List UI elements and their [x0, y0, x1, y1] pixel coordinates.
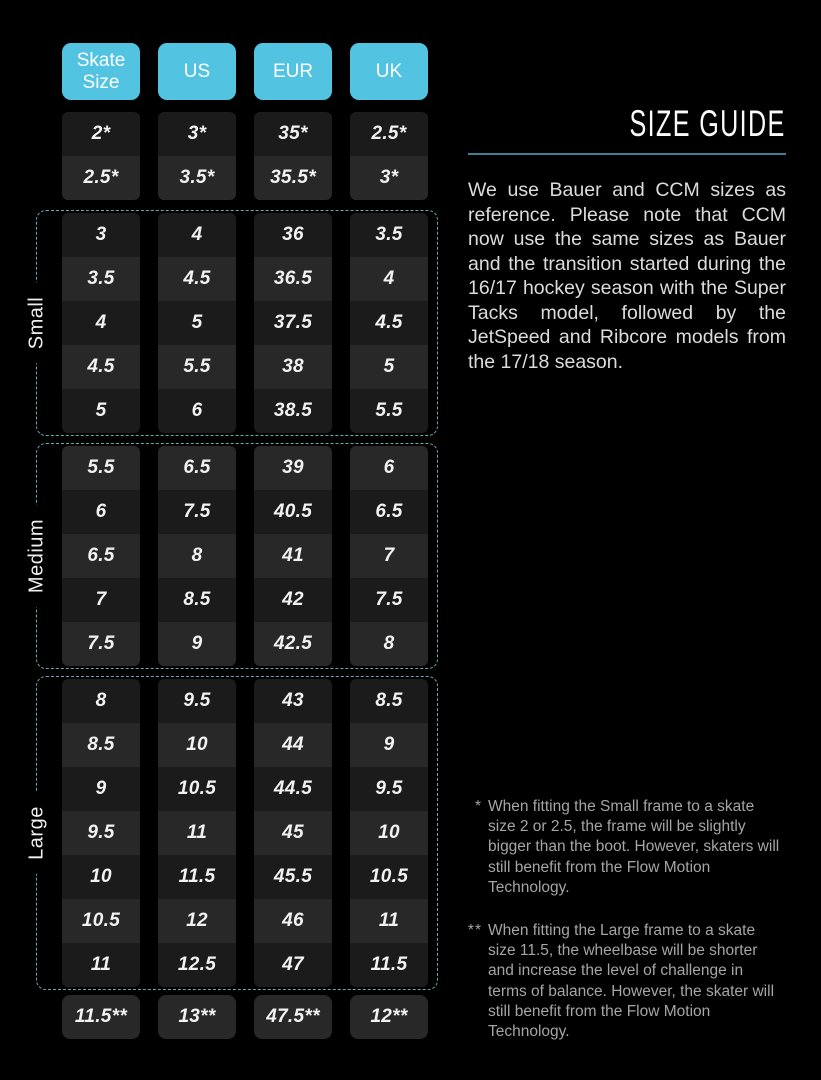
size-cell: 8.5 — [62, 723, 140, 767]
column-header-us: US — [158, 43, 236, 100]
size-cell: 12** — [350, 995, 428, 1039]
size-cell: 47.5** — [254, 995, 332, 1039]
table-column-strip — [62, 995, 140, 1039]
size-cell: 6 — [158, 389, 236, 433]
size-cell: 4 — [350, 257, 428, 301]
column-header-eur: EUR — [254, 43, 332, 100]
size-cell: 11.5** — [62, 995, 140, 1039]
table-column-strip — [254, 679, 332, 987]
footnote-small-frame — [462, 797, 786, 898]
size-cell: 11 — [62, 943, 140, 987]
size-cell: 6.5 — [158, 446, 236, 490]
table-column-strip — [158, 995, 236, 1039]
size-cell: 46 — [254, 899, 332, 943]
size-cell: 8 — [62, 679, 140, 723]
table-column-strip — [158, 679, 236, 987]
size-cell: 11 — [158, 811, 236, 855]
size-cell: 36.5 — [254, 257, 332, 301]
table-column-strip — [350, 679, 428, 987]
size-cell: 38 — [254, 345, 332, 389]
size-cell: 37.5 — [254, 301, 332, 345]
column-header-skate-size: Skate Size — [62, 43, 140, 100]
size-cell: 10 — [350, 811, 428, 855]
size-cell: 6 — [62, 490, 140, 534]
size-group-small — [25, 210, 438, 436]
size-cell: 9 — [350, 723, 428, 767]
size-cell: 4 — [158, 213, 236, 257]
size-cell: 39 — [254, 446, 332, 490]
size-cell: 47 — [254, 943, 332, 987]
size-cell: 43 — [254, 679, 332, 723]
size-cell: 7 — [62, 578, 140, 622]
size-cell: 35* — [254, 112, 332, 156]
size-cell: 2* — [62, 112, 140, 156]
size-cell: 8 — [158, 534, 236, 578]
table-column-strip — [254, 995, 332, 1039]
size-cell: 7 — [350, 534, 428, 578]
footnote-text: When fitting the Small frame to a skate size 2 or 2.5, the frame will be slightly bigger than the boot. However, skaters will still benefit from the Flow Motion Technology. — [488, 798, 780, 896]
table-column-strip — [62, 446, 140, 666]
footnotes — [462, 797, 786, 1042]
size-cell: 6.5 — [62, 534, 140, 578]
table-column-strip — [158, 213, 236, 433]
size-cell: 4.5 — [158, 257, 236, 301]
footnote-marker: ** — [467, 922, 482, 940]
footnote-marker: * — [474, 798, 482, 815]
table-column-strip — [62, 112, 140, 200]
size-cell: 42.5 — [254, 622, 332, 666]
group-rows-medium — [62, 446, 437, 666]
size-cell: 41 — [254, 534, 332, 578]
group-label-large: Large — [24, 792, 51, 874]
size-cell: 3.5 — [62, 257, 140, 301]
size-cell: 3* — [158, 112, 236, 156]
size-cell: 7.5 — [62, 622, 140, 666]
size-cell: 9 — [62, 767, 140, 811]
size-cell: 38.5 — [254, 389, 332, 433]
size-cell: 13** — [158, 995, 236, 1039]
group-rows-large — [62, 679, 437, 987]
size-cell: 5 — [350, 345, 428, 389]
size-cell: 4 — [62, 301, 140, 345]
size-cell: 9.5 — [350, 767, 428, 811]
size-cell: 10.5 — [62, 899, 140, 943]
page-title: SIZE GUIDE — [629, 103, 786, 144]
table-section-top — [62, 112, 428, 200]
size-cell: 8.5 — [158, 578, 236, 622]
size-group-medium — [25, 443, 438, 669]
size-cell: 11.5 — [158, 855, 236, 899]
size-cell: 4.5 — [62, 345, 140, 389]
size-cell: 3.5* — [158, 156, 236, 200]
description-text: We use Bauer and CCM sizes as reference. Please note that CCM now use the same sizes as Bauer and the transition started during the 16/17 hockey season with the Super Tacks model, followed by the JetSpeed and Ribcore models from the 17/18 season. — [468, 179, 786, 373]
table-column-strip — [254, 446, 332, 666]
size-cell: 9.5 — [62, 811, 140, 855]
size-cell: 44 — [254, 723, 332, 767]
size-cell: 9.5 — [158, 679, 236, 723]
table-column-strip — [62, 213, 140, 433]
size-cell: 5 — [158, 301, 236, 345]
footnote-text: When fitting the Large frame to a skate size 11.5, the wheelbase will be shorter and increase the level of challenge in terms of balance. However, the skater will still benefit from the Flow Motion Technology. — [488, 922, 775, 1041]
title-underline — [468, 153, 786, 155]
table-column-strip — [158, 446, 236, 666]
size-cell: 35.5* — [254, 156, 332, 200]
size-cell: 5.5 — [350, 389, 428, 433]
table-column-strip — [350, 112, 428, 200]
size-cell: 40.5 — [254, 490, 332, 534]
size-cell: 10.5 — [158, 767, 236, 811]
table-column-strip — [254, 112, 332, 200]
table-column-strip — [350, 995, 428, 1039]
size-cell: 42 — [254, 578, 332, 622]
info-panel — [468, 103, 786, 374]
size-cell: 11.5 — [350, 943, 428, 987]
size-cell: 8.5 — [350, 679, 428, 723]
size-cell: 44.5 — [254, 767, 332, 811]
group-rows-small — [62, 213, 437, 433]
size-cell: 9 — [158, 622, 236, 666]
size-cell: 8 — [350, 622, 428, 666]
size-cell: 7.5 — [350, 578, 428, 622]
size-cell: 4.5 — [350, 301, 428, 345]
size-cell: 2.5* — [350, 112, 428, 156]
size-cell: 10 — [62, 855, 140, 899]
size-cell: 3 — [62, 213, 140, 257]
column-header-uk: UK — [350, 43, 428, 100]
table-column-strip — [350, 213, 428, 433]
size-cell: 11 — [350, 899, 428, 943]
size-cell: 36 — [254, 213, 332, 257]
table-column-strip — [158, 112, 236, 200]
size-cell: 12 — [158, 899, 236, 943]
size-cell: 6.5 — [350, 490, 428, 534]
size-cell: 5.5 — [158, 345, 236, 389]
group-label-medium: Medium — [24, 505, 51, 607]
table-column-strip — [254, 213, 332, 433]
table-column-strip — [350, 446, 428, 666]
size-cell: 3.5 — [350, 213, 428, 257]
size-cell: 7.5 — [158, 490, 236, 534]
size-cell: 3* — [350, 156, 428, 200]
size-cell: 5.5 — [62, 446, 140, 490]
size-cell: 6 — [350, 446, 428, 490]
footnote-large-frame — [462, 921, 786, 1042]
group-label-small: Small — [24, 283, 51, 364]
size-group-large — [25, 676, 438, 990]
size-cell: 45 — [254, 811, 332, 855]
table-section-bottom — [62, 995, 428, 1039]
size-cell: 5 — [62, 389, 140, 433]
table-column-strip — [62, 679, 140, 987]
size-cell: 2.5* — [62, 156, 140, 200]
size-cell: 10 — [158, 723, 236, 767]
size-cell: 12.5 — [158, 943, 236, 987]
size-cell: 10.5 — [350, 855, 428, 899]
table-header-row — [62, 43, 428, 100]
size-cell: 45.5 — [254, 855, 332, 899]
